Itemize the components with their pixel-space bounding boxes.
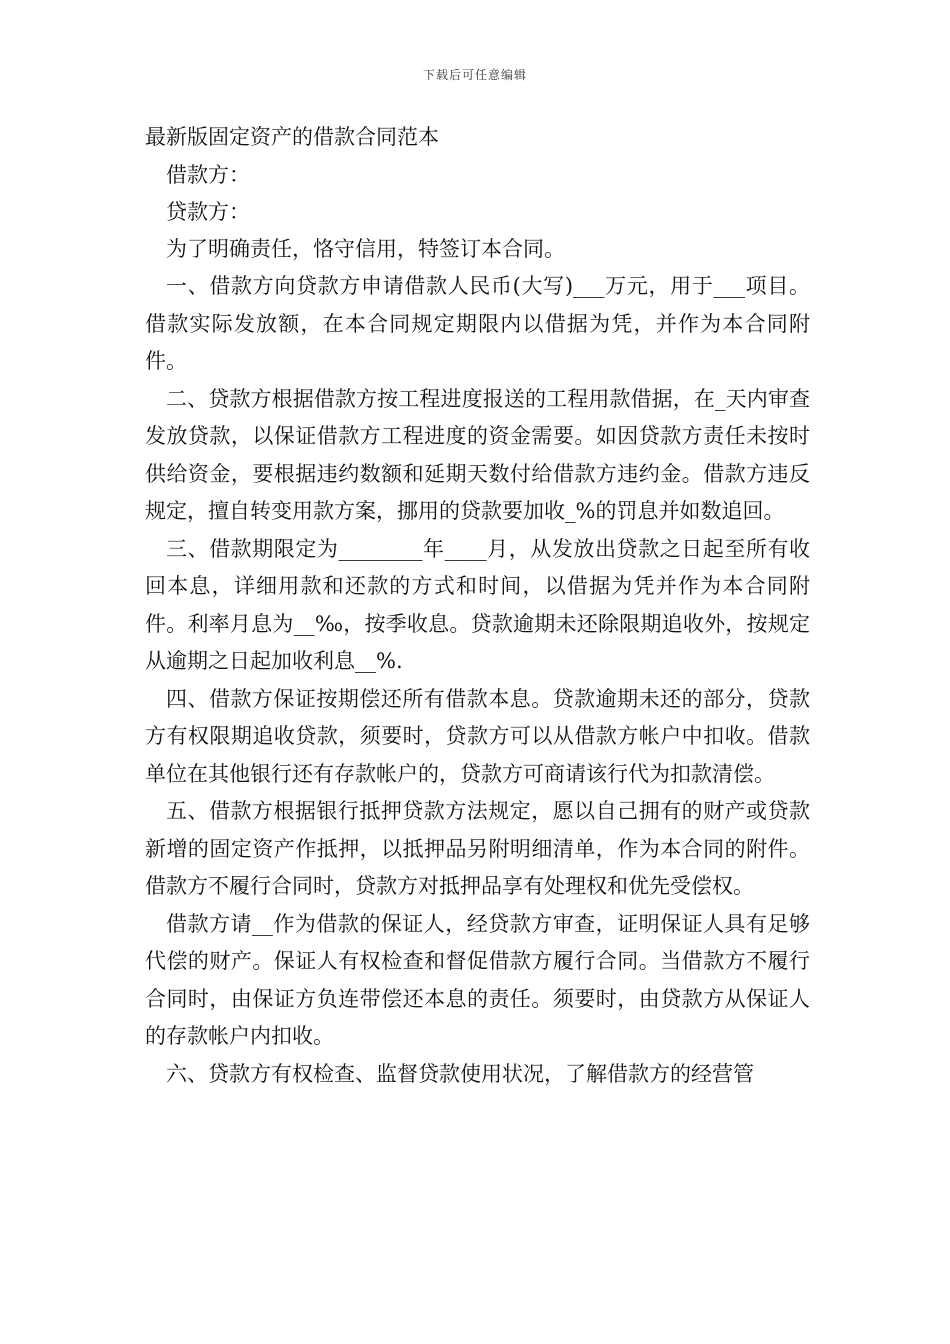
header-note: 下载后可任意编辑: [422, 68, 527, 82]
lender-line: 贷款方：: [166, 200, 250, 224]
clause-5: 五、借款方根据银行抵押贷款方法规定，愿以自己拥有的财产或贷款新增的固定资产作抵押，以抵押品另附明细清单，作为本合同的附件。借款方不履行合同时，贷款方对抵押品享有处理权和优先受偿权。: [145, 799, 810, 898]
clause-3: 三、借款期限定为________年____月，从发放出贷款之日起至所有收回本息，详细用款和还款的方式和时间，以借据为凭并作为本合同附件。利率月息为__‰，按季收息。贷款逾期未还除限期追收外，按规定从逾期之日起加收利息__%.: [145, 536, 810, 673]
document-title: 最新版固定资产的借款合同范本: [145, 125, 439, 149]
clause-6: 六、贷款方有权检查、监督贷款使用状况，了解借款方的经营管: [166, 1061, 754, 1086]
clause-1: 一、借款方向贷款方申请借款人民币(大写)___万元，用于___项目。借款实际发放额，在本合同规定期限内以借据为凭，并作为本合同附件。: [145, 274, 810, 373]
borrower-line: 借款方：: [166, 163, 250, 187]
intro-line: 为了明确责任，恪守信用，特签订本合同。: [166, 237, 565, 261]
clause-2: 二、贷款方根据借款方按工程进度报送的工程用款借据，在_天内审查发放贷款，以保证借款方工程进度的资金需要。如因贷款方责任未按时供给资金，要根据违约数额和延期天数付给借款方违约金。借款方违反规定，擅自转变用款方案，挪用的贷款要加收_%的罚息并如数追回。: [145, 386, 810, 523]
clause-4: 四、借款方保证按期偿还所有借款本息。贷款逾期未还的部分，贷款方有权限期追收贷款，须要时，贷款方可以从借款方帐户中扣收。借款单位在其他银行还有存款帐户的，贷款方可商请该行代为扣款清偿。: [145, 686, 810, 786]
contract-body: [145, 121, 810, 1093]
clause-guarantor: 借款方请__作为借款的保证人，经贷款方审查，证明保证人具有足够代偿的财产。保证人有权检查和督促借款方履行合同。当借款方不履行合同时，由保证方负连带偿还本息的责任。须要时，由贷款方从保证人的存款帐户内扣收。: [145, 911, 810, 1048]
